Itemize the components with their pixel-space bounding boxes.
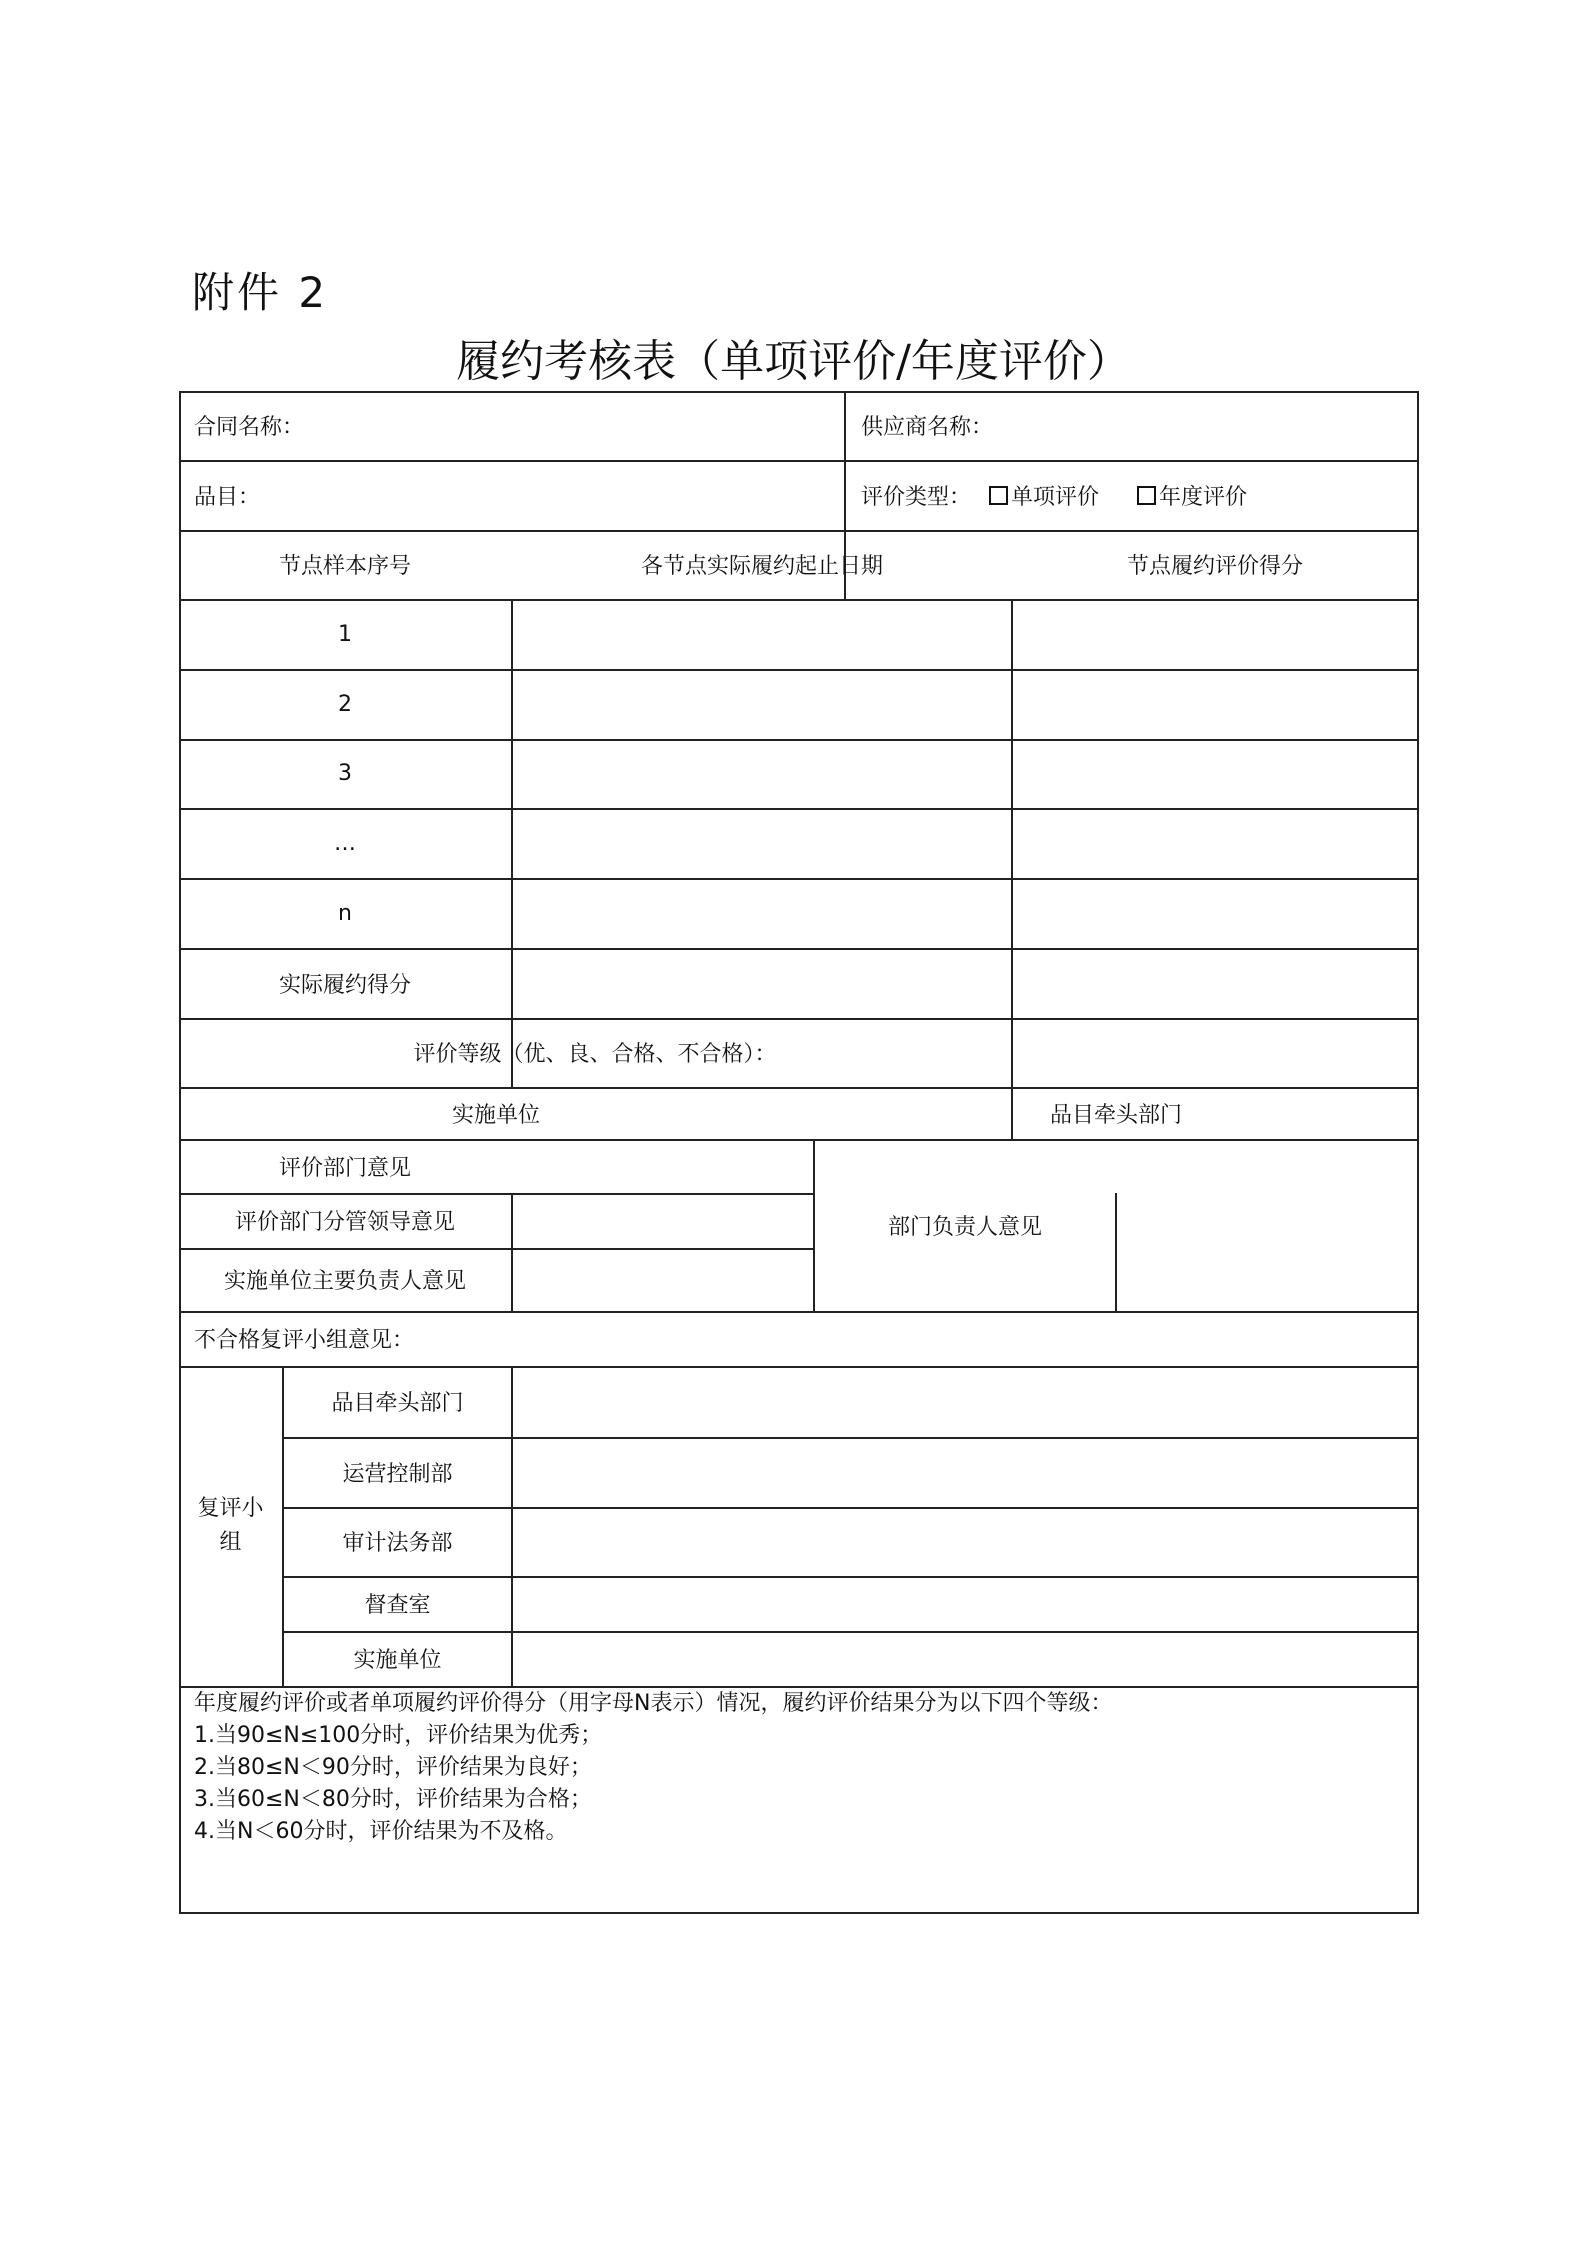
review-member-label: 督查室 — [364, 1593, 431, 1618]
eval-dept-leader-opinion-label: 评价部门分管领导意见 — [234, 1210, 455, 1235]
impl-unit-head-opinion-label: 实施单位主要负责人意见 — [223, 1269, 466, 1294]
category-label: 品目： — [194, 484, 261, 510]
node-index-header: 节点样本序号 — [278, 554, 411, 579]
review-member-label: 实施单位 — [353, 1648, 442, 1673]
notes-intro: 年度履约评价或者单项履约评价得分（用字母N表示）情况，履约评价结果分为以下四个等级： — [194, 1691, 1113, 1716]
single-eval-checkbox[interactable] — [989, 480, 1099, 511]
evaluation-form — [179, 391, 1419, 1914]
col-line — [1011, 599, 1013, 1140]
checkbox-icon — [1137, 486, 1156, 505]
grading-notes — [194, 1688, 1404, 1848]
lead-dept-header: 品目牵头部门 — [1049, 1102, 1182, 1128]
review-group-label — [179, 1366, 282, 1686]
review-member-label: 运营控制部 — [342, 1461, 453, 1487]
impl-unit-header: 实施单位 — [451, 1102, 540, 1128]
checkbox-icon — [989, 486, 1008, 505]
node-row-index: n — [338, 900, 352, 926]
eval-dept-opinion-label: 评价部门意见 — [278, 1155, 411, 1181]
col-line — [511, 1193, 513, 1312]
annual-eval-option-label: 年度评价 — [1159, 484, 1248, 510]
contract-name-label: 合同名称： — [194, 415, 305, 440]
node-date-header: 各节点实际履约起止日期 — [640, 554, 883, 579]
col-line — [511, 599, 513, 1088]
node-row-index: 1 — [338, 621, 352, 647]
actual-score-label: 实际履约得分 — [278, 972, 411, 998]
review-member-label: 品目牵头部门 — [331, 1391, 464, 1416]
node-row-index: 3 — [338, 761, 352, 786]
notes-item: 3.当60≤N＜80分时，评价结果为合格； — [194, 1787, 592, 1812]
grade-label: 评价等级（优、良、合格、不合格）： — [413, 1042, 777, 1067]
supplier-name-label: 供应商名称： — [861, 415, 994, 440]
dept-head-opinion-label: 部门负责人意见 — [887, 1214, 1042, 1240]
col-line — [511, 1366, 513, 1687]
page-title: 履约考核表（单项评价/年度评价） — [456, 336, 1131, 387]
node-score-header: 节点履约评价得分 — [1126, 554, 1303, 579]
single-eval-option-label: 单项评价 — [1011, 484, 1100, 510]
notes-item: 4.当N＜60分时，评价结果为不及格。 — [194, 1819, 568, 1844]
notes-item: 2.当80≤N＜90分时，评价结果为良好； — [194, 1755, 592, 1780]
review-member-label: 审计法务部 — [342, 1531, 453, 1556]
eval-type-field — [846, 460, 1417, 530]
notes-item: 1.当90≤N≤100分时，评价结果为优秀； — [194, 1723, 603, 1748]
col-line — [1115, 1193, 1117, 1312]
eval-type-label: 评价类型： — [861, 484, 972, 510]
node-row-index: 2 — [338, 691, 352, 717]
attachment-label: 附件 2 — [192, 268, 329, 317]
annual-eval-checkbox[interactable] — [1137, 480, 1247, 511]
review-group-label-line1: 复评小 — [197, 1496, 264, 1521]
unqualified-review-label: 不合格复评小组意见： — [194, 1328, 415, 1353]
border-bottom — [179, 1912, 1419, 1914]
node-row-index: … — [334, 830, 356, 856]
review-group-label-line2: 组 — [219, 1530, 242, 1555]
